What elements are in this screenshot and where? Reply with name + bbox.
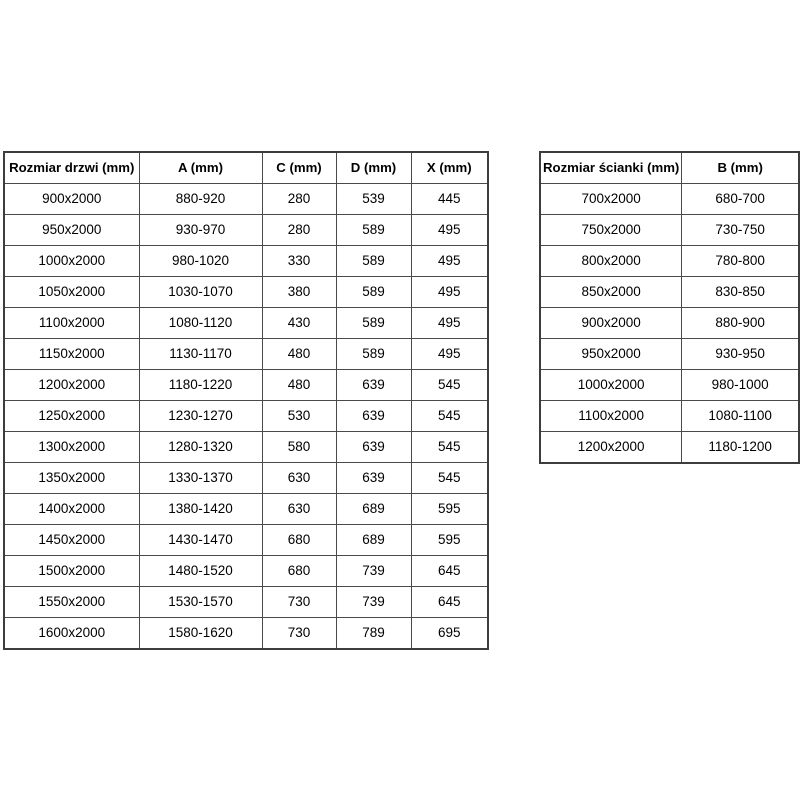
table-cell: 930-970 [139, 215, 262, 246]
table-cell: 1280-1320 [139, 432, 262, 463]
column-header: X (mm) [411, 152, 488, 184]
table-cell: 1330-1370 [139, 463, 262, 494]
table-cell: 1450x2000 [4, 525, 139, 556]
table-cell: 545 [411, 370, 488, 401]
table-cell: 1200x2000 [4, 370, 139, 401]
table-cell: 1200x2000 [540, 432, 682, 464]
table-cell: 1180-1200 [682, 432, 799, 464]
table-cell: 1050x2000 [4, 277, 139, 308]
table-cell: 445 [411, 184, 488, 215]
column-header: Rozmiar drzwi (mm) [4, 152, 139, 184]
table-row [4, 215, 488, 246]
table-row [540, 401, 799, 432]
table-cell: 380 [262, 277, 336, 308]
table-cell: 880-920 [139, 184, 262, 215]
table-row [4, 494, 488, 525]
column-header: C (mm) [262, 152, 336, 184]
table-cell: 645 [411, 556, 488, 587]
table-cell: 545 [411, 401, 488, 432]
table-cell: 830-850 [682, 277, 799, 308]
table-cell: 495 [411, 339, 488, 370]
table-row [540, 339, 799, 370]
column-header: D (mm) [336, 152, 411, 184]
table-cell: 1430-1470 [139, 525, 262, 556]
table-cell: 1130-1170 [139, 339, 262, 370]
table-row [4, 587, 488, 618]
table-cell: 789 [336, 618, 411, 650]
table-cell: 850x2000 [540, 277, 682, 308]
table-row [540, 308, 799, 339]
table-cell: 1550x2000 [4, 587, 139, 618]
table-cell: 539 [336, 184, 411, 215]
table-cell: 630 [262, 463, 336, 494]
table-cell: 1100x2000 [4, 308, 139, 339]
table-cell: 1300x2000 [4, 432, 139, 463]
table-cell: 1530-1570 [139, 587, 262, 618]
table-row [4, 463, 488, 494]
table-cell: 1600x2000 [4, 618, 139, 650]
table-cell: 730 [262, 618, 336, 650]
table-cell: 1230-1270 [139, 401, 262, 432]
table-cell: 495 [411, 215, 488, 246]
table-cell: 739 [336, 556, 411, 587]
table-row [4, 525, 488, 556]
table-cell: 680-700 [682, 184, 799, 215]
table-cell: 639 [336, 401, 411, 432]
table-row [4, 246, 488, 277]
table-row [4, 277, 488, 308]
wall-sizes-table [539, 151, 800, 464]
table-cell: 580 [262, 432, 336, 463]
table-cell: 1350x2000 [4, 463, 139, 494]
table-row [540, 184, 799, 215]
table-cell: 695 [411, 618, 488, 650]
table-cell: 1250x2000 [4, 401, 139, 432]
table-row [4, 432, 488, 463]
table-cell: 589 [336, 277, 411, 308]
table-cell: 680 [262, 525, 336, 556]
table-cell: 430 [262, 308, 336, 339]
table-cell: 1400x2000 [4, 494, 139, 525]
table-cell: 750x2000 [540, 215, 682, 246]
table-row [4, 370, 488, 401]
table-cell: 280 [262, 184, 336, 215]
table-cell: 1080-1100 [682, 401, 799, 432]
table-cell: 1180-1220 [139, 370, 262, 401]
table-cell: 730 [262, 587, 336, 618]
table-row [540, 246, 799, 277]
table-cell: 950x2000 [4, 215, 139, 246]
door-sizes-table [3, 151, 489, 650]
table-cell: 689 [336, 494, 411, 525]
table-cell: 800x2000 [540, 246, 682, 277]
table-cell: 330 [262, 246, 336, 277]
table-cell: 589 [336, 339, 411, 370]
table-cell: 689 [336, 525, 411, 556]
table-cell: 680 [262, 556, 336, 587]
table-cell: 1380-1420 [139, 494, 262, 525]
table-cell: 1100x2000 [540, 401, 682, 432]
table-cell: 950x2000 [540, 339, 682, 370]
door-sizes-table-body [4, 184, 488, 650]
table-cell: 1000x2000 [4, 246, 139, 277]
table-cell: 495 [411, 246, 488, 277]
table-row [4, 556, 488, 587]
table-cell: 900x2000 [4, 184, 139, 215]
table-cell: 530 [262, 401, 336, 432]
table-cell: 1580-1620 [139, 618, 262, 650]
table-cell: 980-1000 [682, 370, 799, 401]
table-cell: 495 [411, 308, 488, 339]
table-cell: 739 [336, 587, 411, 618]
table-row [4, 184, 488, 215]
table-cell: 880-900 [682, 308, 799, 339]
table-row [540, 432, 799, 464]
table-cell: 545 [411, 432, 488, 463]
door-sizes-table-header [4, 152, 488, 184]
table-cell: 589 [336, 246, 411, 277]
table-cell: 595 [411, 525, 488, 556]
table-cell: 980-1020 [139, 246, 262, 277]
table-cell: 1150x2000 [4, 339, 139, 370]
header-row [4, 152, 488, 184]
table-cell: 480 [262, 370, 336, 401]
table-cell: 280 [262, 215, 336, 246]
table-cell: 780-800 [682, 246, 799, 277]
table-row [4, 339, 488, 370]
table-row [4, 401, 488, 432]
table-cell: 480 [262, 339, 336, 370]
table-cell: 700x2000 [540, 184, 682, 215]
table-cell: 645 [411, 587, 488, 618]
table-cell: 1500x2000 [4, 556, 139, 587]
table-cell: 589 [336, 215, 411, 246]
wall-sizes-table-header [540, 152, 799, 184]
table-cell: 639 [336, 463, 411, 494]
table-cell: 1080-1120 [139, 308, 262, 339]
column-header: A (mm) [139, 152, 262, 184]
table-cell: 1480-1520 [139, 556, 262, 587]
table-cell: 545 [411, 463, 488, 494]
table-row [540, 215, 799, 246]
table-cell: 639 [336, 370, 411, 401]
table-cell: 900x2000 [540, 308, 682, 339]
table-cell: 595 [411, 494, 488, 525]
table-row [4, 308, 488, 339]
column-header: B (mm) [682, 152, 799, 184]
table-cell: 630 [262, 494, 336, 525]
table-row [540, 370, 799, 401]
table-cell: 1000x2000 [540, 370, 682, 401]
table-row [540, 277, 799, 308]
header-row [540, 152, 799, 184]
table-row [4, 618, 488, 650]
table-cell: 589 [336, 308, 411, 339]
table-cell: 930-950 [682, 339, 799, 370]
wall-sizes-table-body [540, 184, 799, 464]
table-cell: 730-750 [682, 215, 799, 246]
table-cell: 639 [336, 432, 411, 463]
table-cell: 1030-1070 [139, 277, 262, 308]
column-header: Rozmiar ścianki (mm) [540, 152, 682, 184]
table-cell: 495 [411, 277, 488, 308]
